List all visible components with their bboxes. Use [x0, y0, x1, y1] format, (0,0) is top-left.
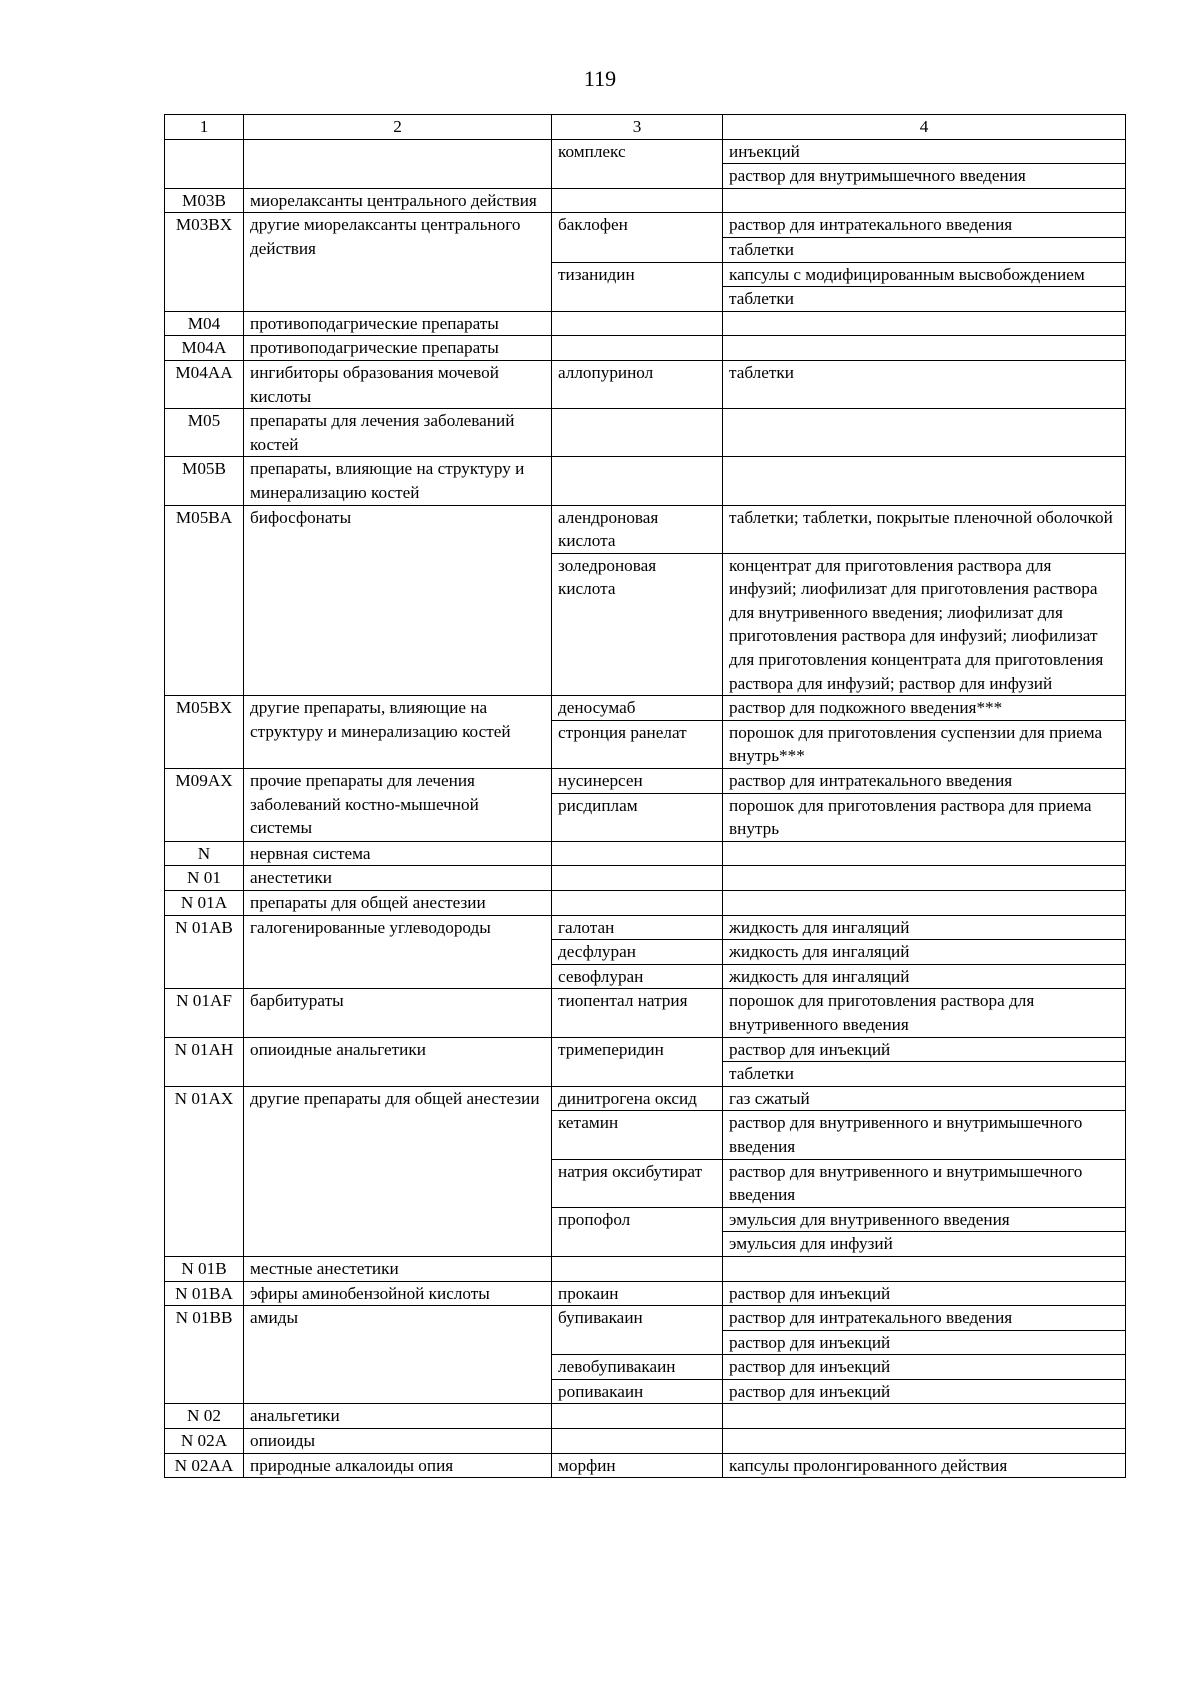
group-name-cell: опиоиды	[244, 1429, 552, 1454]
drug-name-cell	[552, 409, 723, 457]
dosage-form-cell: жидкость для ингаляций	[723, 940, 1126, 965]
atc-code-cell: N 01	[165, 866, 244, 891]
group-name-cell: другие препараты для общей анестезии	[244, 1086, 552, 1256]
table-row	[165, 505, 1126, 553]
drug-name-cell: морфин	[552, 1453, 723, 1478]
dosage-form-cell	[723, 311, 1126, 336]
group-name-cell: другие препараты, влияющие на структуру и минерализацию костей	[244, 696, 552, 769]
table-row	[165, 1086, 1126, 1111]
table-row	[165, 696, 1126, 721]
table-row	[165, 139, 1126, 164]
dosage-form-cell	[723, 336, 1126, 361]
dosage-form-cell: таблетки	[723, 237, 1126, 262]
table-row	[165, 213, 1126, 238]
page-number: 119	[583, 66, 617, 91]
drug-name-cell: алендроновая кислота	[552, 505, 723, 553]
atc-code-cell: N 01BA	[165, 1281, 244, 1306]
group-name-cell: местные анестетики	[244, 1256, 552, 1281]
group-name-cell: анестетики	[244, 866, 552, 891]
table-row	[165, 891, 1126, 916]
table-row	[165, 915, 1126, 940]
table-row	[165, 360, 1126, 408]
atc-code-cell: N 02	[165, 1404, 244, 1429]
dosage-form-cell: газ сжатый	[723, 1086, 1126, 1111]
drug-name-cell: левобупивакаин	[552, 1355, 723, 1380]
dosage-form-cell	[723, 1429, 1126, 1454]
table-row	[165, 1306, 1126, 1331]
drug-name-cell: деносумаб	[552, 696, 723, 721]
atc-code-cell: M04AA	[165, 360, 244, 408]
dosage-form-cell: раствор для внутримышечного введения	[723, 164, 1126, 189]
table-row	[165, 1037, 1126, 1062]
dosage-form-cell: раствор для инъекций	[723, 1379, 1126, 1404]
group-name-cell: препараты для лечения заболеваний костей	[244, 409, 552, 457]
drug-name-cell	[552, 891, 723, 916]
dosage-form-cell	[723, 409, 1126, 457]
table-row	[165, 1281, 1126, 1306]
atc-code-cell: N 01AH	[165, 1037, 244, 1086]
group-name-cell: бифосфонаты	[244, 505, 552, 696]
drug-name-cell: натрия оксибутират	[552, 1159, 723, 1207]
atc-code-cell: M04	[165, 311, 244, 336]
drug-name-cell	[552, 1404, 723, 1429]
dosage-form-cell: раствор для интратекального введения	[723, 213, 1126, 238]
drug-name-cell: комплекс	[552, 139, 723, 188]
dosage-form-cell	[723, 841, 1126, 866]
dosage-form-cell: таблетки	[723, 360, 1126, 408]
drug-name-cell: десфлуран	[552, 940, 723, 965]
group-name-cell: миорелаксанты центрального действия	[244, 188, 552, 213]
dosage-form-cell: порошок для приготовления раствора для приема внутрь	[723, 793, 1126, 841]
drug-name-cell: севофлуран	[552, 964, 723, 989]
group-name-cell: эфиры аминобензойной кислоты	[244, 1281, 552, 1306]
dosage-form-cell: капсулы с модифицированным высвобождением	[723, 262, 1126, 287]
drug-name-cell: золедроновая кислота	[552, 553, 723, 696]
group-name-cell: прочие препараты для лечения заболеваний костно-мышечной системы	[244, 769, 552, 842]
group-name-cell: противоподагрические препараты	[244, 311, 552, 336]
drug-name-cell: рисдиплам	[552, 793, 723, 841]
dosage-form-cell: раствор для инъекций	[723, 1037, 1126, 1062]
dosage-form-cell: раствор для внутривенного и внутримышечного введения	[723, 1159, 1126, 1207]
atc-code-cell: M03B	[165, 188, 244, 213]
drug-name-cell	[552, 1256, 723, 1281]
dosage-form-cell: концентрат для приготовления раствора для инфузий; лиофилизат для приготовления раствора для внутривенного введения; лиофилизат для приготовления раствора для инфузий; лиофилизат для приготовления концентрата для приготовления раствора для инфузий; раствор для инфузий	[723, 553, 1126, 696]
table-row	[165, 457, 1126, 505]
group-name-cell: природные алкалоиды опия	[244, 1453, 552, 1478]
atc-code-cell: M05	[165, 409, 244, 457]
table-row	[165, 841, 1126, 866]
dosage-form-cell: раствор для интратекального введения	[723, 769, 1126, 794]
dosage-form-cell: раствор для инъекций	[723, 1330, 1126, 1355]
dosage-form-cell: капсулы пролонгированного действия	[723, 1453, 1126, 1478]
drug-name-cell	[552, 188, 723, 213]
group-name-cell: барбитураты	[244, 989, 552, 1037]
group-name-cell: галогенированные углеводороды	[244, 915, 552, 989]
drug-name-cell: стронция ранелат	[552, 720, 723, 768]
table-row	[165, 989, 1126, 1037]
table-row	[165, 1404, 1126, 1429]
dosage-form-cell	[723, 891, 1126, 916]
drug-name-cell: кетамин	[552, 1111, 723, 1159]
drug-name-cell: прокаин	[552, 1281, 723, 1306]
table-row	[165, 866, 1126, 891]
dosage-form-cell: порошок для приготовления суспензии для приема внутрь***	[723, 720, 1126, 768]
atc-code-cell: M03BX	[165, 213, 244, 311]
drug-name-cell: ропивакаин	[552, 1379, 723, 1404]
table-row	[165, 311, 1126, 336]
table-row	[165, 336, 1126, 361]
table-row	[165, 1429, 1126, 1454]
drug-table	[164, 114, 1126, 1478]
atc-code-cell: N	[165, 841, 244, 866]
drug-name-cell	[552, 1429, 723, 1454]
dosage-form-cell: раствор для инъекций	[723, 1281, 1126, 1306]
drug-name-cell: пропофол	[552, 1207, 723, 1256]
dosage-form-cell: раствор для внутривенного и внутримышечного введения	[723, 1111, 1126, 1159]
atc-code-cell: N 01B	[165, 1256, 244, 1281]
drug-name-cell: галотан	[552, 915, 723, 940]
dosage-form-cell	[723, 1404, 1126, 1429]
table-row	[165, 188, 1126, 213]
group-name-cell: амиды	[244, 1306, 552, 1404]
dosage-form-cell: эмульсия для инфузий	[723, 1232, 1126, 1257]
drug-name-cell	[552, 336, 723, 361]
group-name-cell: препараты для общей анестезии	[244, 891, 552, 916]
drug-name-cell: динитрогена оксид	[552, 1086, 723, 1111]
table-row	[165, 409, 1126, 457]
atc-code-cell	[165, 139, 244, 188]
table-row	[165, 1453, 1126, 1478]
dosage-form-cell: инъекций	[723, 139, 1126, 164]
header-cell: 1	[165, 115, 244, 140]
dosage-form-cell	[723, 188, 1126, 213]
atc-code-cell: M09AX	[165, 769, 244, 842]
drug-name-cell: баклофен	[552, 213, 723, 262]
header-cell: 2	[244, 115, 552, 140]
dosage-form-cell: таблетки	[723, 287, 1126, 312]
drug-name-cell: тиопентал натрия	[552, 989, 723, 1037]
atc-code-cell: M05BA	[165, 505, 244, 696]
drug-name-cell	[552, 457, 723, 505]
dosage-form-cell: таблетки; таблетки, покрытые пленочной оболочкой	[723, 505, 1126, 553]
header-row	[165, 115, 1126, 140]
group-name-cell: нервная система	[244, 841, 552, 866]
dosage-form-cell: порошок для приготовления раствора для внутривенного введения	[723, 989, 1126, 1037]
drug-name-cell: тримеперидин	[552, 1037, 723, 1086]
group-name-cell: противоподагрические препараты	[244, 336, 552, 361]
group-name-cell	[244, 139, 552, 188]
group-name-cell: другие миорелаксанты центрального действия	[244, 213, 552, 311]
header-cell: 3	[552, 115, 723, 140]
drug-name-cell: тизанидин	[552, 262, 723, 311]
dosage-form-cell: раствор для интратекального введения	[723, 1306, 1126, 1331]
table-row	[165, 769, 1126, 794]
table-row	[165, 1256, 1126, 1281]
drug-name-cell	[552, 866, 723, 891]
dosage-form-cell: таблетки	[723, 1062, 1126, 1087]
group-name-cell: препараты, влияющие на структуру и минерализацию костей	[244, 457, 552, 505]
drug-name-cell: аллопуринол	[552, 360, 723, 408]
dosage-form-cell: жидкость для ингаляций	[723, 964, 1126, 989]
atc-code-cell: N 02A	[165, 1429, 244, 1454]
header-cell: 4	[723, 115, 1126, 140]
group-name-cell: опиоидные анальгетики	[244, 1037, 552, 1086]
group-name-cell: анальгетики	[244, 1404, 552, 1429]
dosage-form-cell	[723, 866, 1126, 891]
dosage-form-cell: жидкость для ингаляций	[723, 915, 1126, 940]
dosage-form-cell: раствор для инъекций	[723, 1355, 1126, 1380]
dosage-form-cell: эмульсия для внутривенного введения	[723, 1207, 1126, 1232]
atc-code-cell: M04A	[165, 336, 244, 361]
atc-code-cell: M05B	[165, 457, 244, 505]
atc-code-cell: N 01AF	[165, 989, 244, 1037]
atc-code-cell: N 01AB	[165, 915, 244, 989]
dosage-form-cell	[723, 457, 1126, 505]
atc-code-cell: N 01A	[165, 891, 244, 916]
drug-name-cell: нусинерсен	[552, 769, 723, 794]
atc-code-cell: N 01BB	[165, 1306, 244, 1404]
drug-name-cell: бупивакаин	[552, 1306, 723, 1355]
atc-code-cell: N 02AA	[165, 1453, 244, 1478]
dosage-form-cell: раствор для подкожного введения***	[723, 696, 1126, 721]
group-name-cell: ингибиторы образования мочевой кислоты	[244, 360, 552, 408]
drug-name-cell	[552, 841, 723, 866]
drug-name-cell	[552, 311, 723, 336]
atc-code-cell: M05BX	[165, 696, 244, 769]
dosage-form-cell	[723, 1256, 1126, 1281]
atc-code-cell: N 01AX	[165, 1086, 244, 1256]
